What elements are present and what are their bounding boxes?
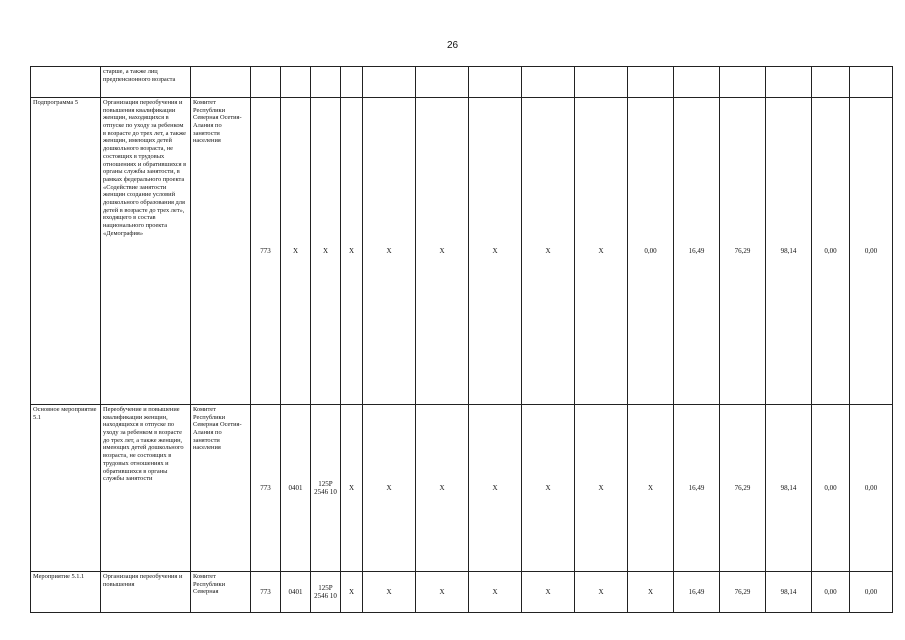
table-cell-value	[363, 67, 416, 98]
table-cell-value	[311, 67, 341, 98]
table-cell-col2: Переобучение и повышение квалификации женщин, находящихся в отпуске по уходу за ребенком в возрасте до трех лет, а также женщин, имеющих детей дошкольного возраста, не состоящих в трудовых отношениях и обратившихся в органы службы занятости	[101, 405, 191, 572]
table-cell-col2: старше, а также лиц предпенсионного возраста	[101, 67, 191, 98]
table-row	[31, 572, 893, 613]
table-cell-value	[850, 67, 893, 98]
table-cell-value: X	[363, 98, 416, 405]
table-cell-value: 98,14	[766, 572, 812, 613]
table-cell-col2: Организация переобучения и повышения	[101, 572, 191, 613]
table-row	[31, 405, 893, 572]
table-cell-col2: Организация переобучения и повышения квалификации женщин, находящихся в отпуске по уходу за ребенком в возрасте до трех лет, а также женщин, имеющих детей дошкольного возраста, не состоящих в трудовых отношениях и обратившихся в органы службы занятости, в рамках федерального проекта «Содействие занятости женщин создание условий дошкольного образования для детей в возрасте до трех лет», входящего в состав национального проекта «Демография»	[101, 98, 191, 405]
table-cell-value: X	[363, 405, 416, 572]
table-cell-value: X	[628, 572, 674, 613]
table-cell-value: 0,00	[850, 572, 893, 613]
table-cell-value: 773	[251, 98, 281, 405]
table-cell-col3: Комитет Республики Северная Осетия-Алания по занятости населения	[191, 98, 251, 405]
table-cell-value: 76,29	[720, 572, 766, 613]
table-cell-col1: Мероприятие 5.1.1	[31, 572, 101, 613]
table-cell-col3: Комитет Республики Северная Осетия-Алания по занятости населения	[191, 405, 251, 572]
table-cell-value	[720, 67, 766, 98]
page-number: 26	[446, 40, 459, 51]
table-cell-value: X	[575, 572, 628, 613]
table-cell-value: X	[281, 98, 311, 405]
table-cell-value: 0,00	[850, 98, 893, 405]
table-cell-value: 125P 2546 10	[311, 572, 341, 613]
table-cell-value: X	[522, 405, 575, 572]
table-cell-col1	[31, 67, 101, 98]
table-cell-col3	[191, 67, 251, 98]
table-cell-value	[281, 67, 311, 98]
table-cell-value	[251, 67, 281, 98]
table-cell-value	[628, 67, 674, 98]
budget-table	[30, 66, 893, 613]
table-cell-value: 76,29	[720, 98, 766, 405]
table-cell-value: 0,00	[628, 98, 674, 405]
table-cell-value: X	[341, 572, 363, 613]
table-cell-value: X	[341, 98, 363, 405]
table-cell-value	[575, 67, 628, 98]
table-cell-value	[469, 67, 522, 98]
table-cell-value	[341, 67, 363, 98]
table-cell-value: X	[416, 98, 469, 405]
table-cell-value: X	[628, 405, 674, 572]
table-cell-value: X	[575, 405, 628, 572]
table-cell-value: X	[469, 405, 522, 572]
table-cell-value: X	[416, 572, 469, 613]
table-cell-value	[522, 67, 575, 98]
table-cell-value: X	[311, 98, 341, 405]
table-cell-value: 16,49	[674, 405, 720, 572]
table-cell-value: X	[575, 98, 628, 405]
table-cell-value: X	[469, 98, 522, 405]
table-cell-value	[812, 67, 850, 98]
table-cell-value: 0,00	[812, 98, 850, 405]
table-cell-value	[416, 67, 469, 98]
table-cell-col3: Комитет Республики Северная	[191, 572, 251, 613]
table-cell-value: 98,14	[766, 98, 812, 405]
table-cell-value: 0401	[281, 572, 311, 613]
table-cell-value	[674, 67, 720, 98]
table-cell-value: 98,14	[766, 405, 812, 572]
table-cell-value: 0,00	[850, 405, 893, 572]
table-cell-value: X	[522, 572, 575, 613]
table-cell-value: X	[469, 572, 522, 613]
table-cell-value: 773	[251, 572, 281, 613]
table-cell-value: 0,00	[812, 572, 850, 613]
table-cell-value: X	[363, 572, 416, 613]
table-cell-value: X	[341, 405, 363, 572]
table-cell-value: 16,49	[674, 572, 720, 613]
table-cell-value: 76,29	[720, 405, 766, 572]
table-cell-value: 773	[251, 405, 281, 572]
table-cell-value: 0401	[281, 405, 311, 572]
table-cell-value: 0,00	[812, 405, 850, 572]
table-row	[31, 67, 893, 98]
table-cell-value: 16,49	[674, 98, 720, 405]
table-cell-value: X	[416, 405, 469, 572]
table-row	[31, 98, 893, 405]
table-cell-col1: Подпрограмма 5	[31, 98, 101, 405]
table-cell-value: 125P 2546 10	[311, 405, 341, 572]
table-cell-col1: Основное мероприятие 5.1	[31, 405, 101, 572]
table-cell-value	[766, 67, 812, 98]
table-cell-value: X	[522, 98, 575, 405]
